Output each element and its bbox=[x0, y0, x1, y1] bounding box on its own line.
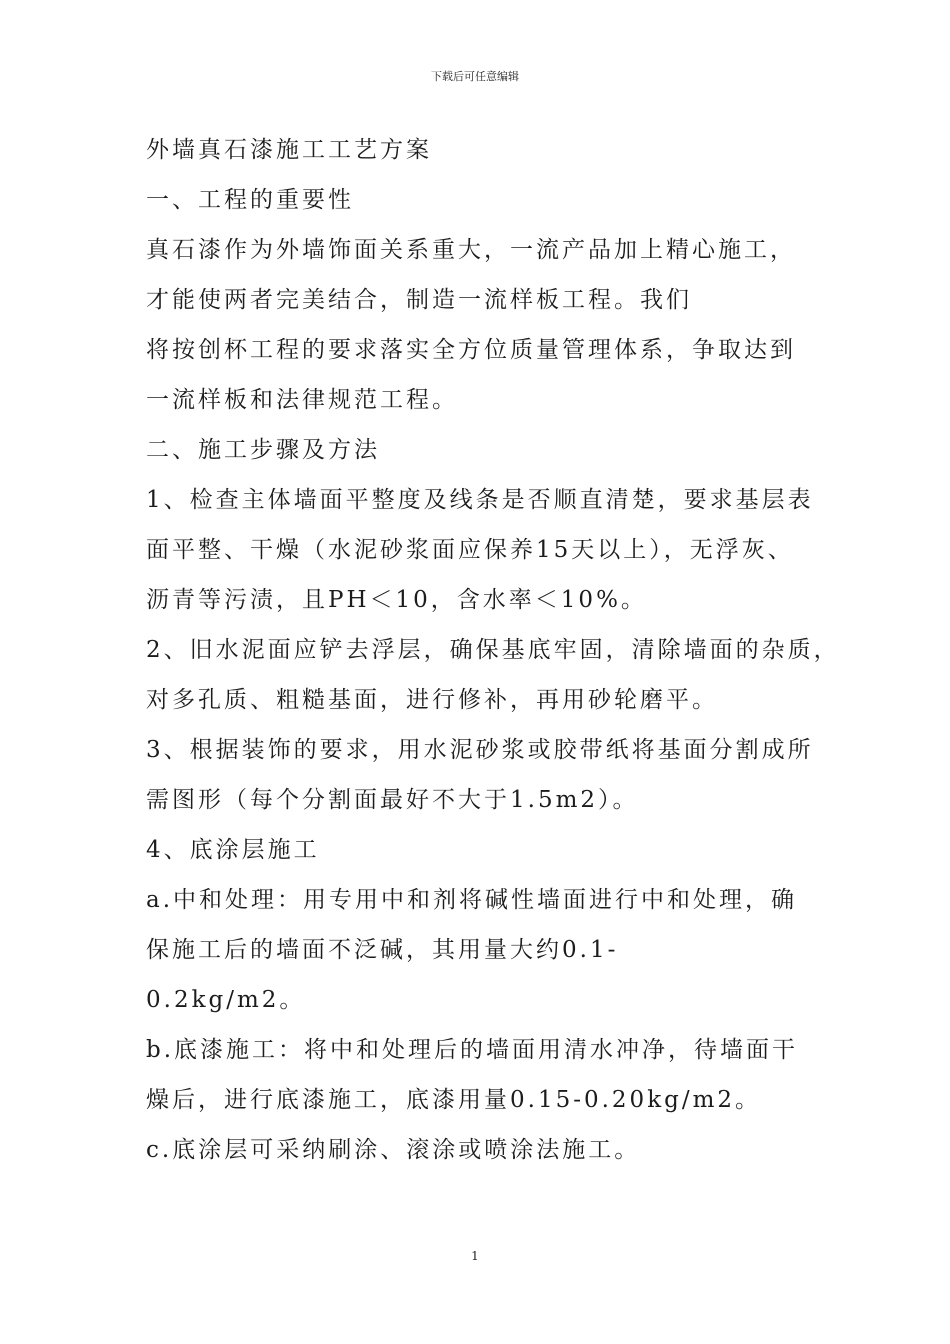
paragraph-line: 0.2kg/m2。 bbox=[146, 987, 306, 1013]
section-heading-2: 二、施工步骤及方法 bbox=[146, 437, 380, 463]
paragraph-line: 3、根据装饰的要求，用水泥砂浆或胶带纸将基面分割成所 bbox=[146, 737, 814, 763]
subsection-heading: 4、底涂层施工 bbox=[146, 837, 320, 863]
paragraph-line: 2、旧水泥面应铲去浮层，确保基底牢固，清除墙面的杂质， bbox=[146, 637, 840, 663]
paragraph-line: b.底漆施工：将中和处理后的墙面用清水冲净，待墙面干 bbox=[146, 1037, 799, 1063]
paragraph-line: 才能使两者完美结合，制造一流样板工程。我们 bbox=[146, 287, 692, 313]
paragraph-line: a.中和处理：用专用中和剂将碱性墙面进行中和处理，确 bbox=[146, 887, 798, 913]
section-heading-1: 一、工程的重要性 bbox=[146, 187, 354, 213]
page-number: 1 bbox=[471, 1249, 479, 1263]
paragraph-line: 燥后，进行底漆施工，底漆用量0.15-0.20kg/m2。 bbox=[146, 1087, 762, 1113]
paragraph-line: 1、检查主体墙面平整度及线条是否顺直清楚，要求基层表 bbox=[146, 487, 814, 513]
document-body bbox=[146, 125, 840, 1175]
paragraph-line: 沥青等污渍，且PH＜10，含水率＜10%。 bbox=[146, 587, 647, 613]
paragraph-line: 将按创杯工程的要求落实全方位质量管理体系，争取达到 bbox=[146, 337, 796, 363]
paragraph-line: 真石漆作为外墙饰面关系重大，一流产品加上精心施工， bbox=[146, 237, 796, 263]
paragraph-line: 一流样板和法律规范工程。 bbox=[146, 387, 458, 413]
paragraph-line: 对多孔质、粗糙基面，进行修补，再用砂轮磨平。 bbox=[146, 687, 718, 713]
document-title: 外墙真石漆施工工艺方案 bbox=[146, 137, 432, 163]
paragraph-line: 面平整、干燥（水泥砂浆面应保养15天以上），无浮灰、 bbox=[146, 537, 794, 563]
page-header: 下载后可任意编辑 bbox=[431, 70, 519, 83]
paragraph-line: c.底涂层可采纳刷涂、滚涂或喷涂法施工。 bbox=[146, 1137, 641, 1163]
paragraph-line: 需图形（每个分割面最好不大于1.5m2）。 bbox=[146, 787, 639, 813]
paragraph-line: 保施工后的墙面不泛碱，其用量大约0.1- bbox=[146, 937, 619, 963]
